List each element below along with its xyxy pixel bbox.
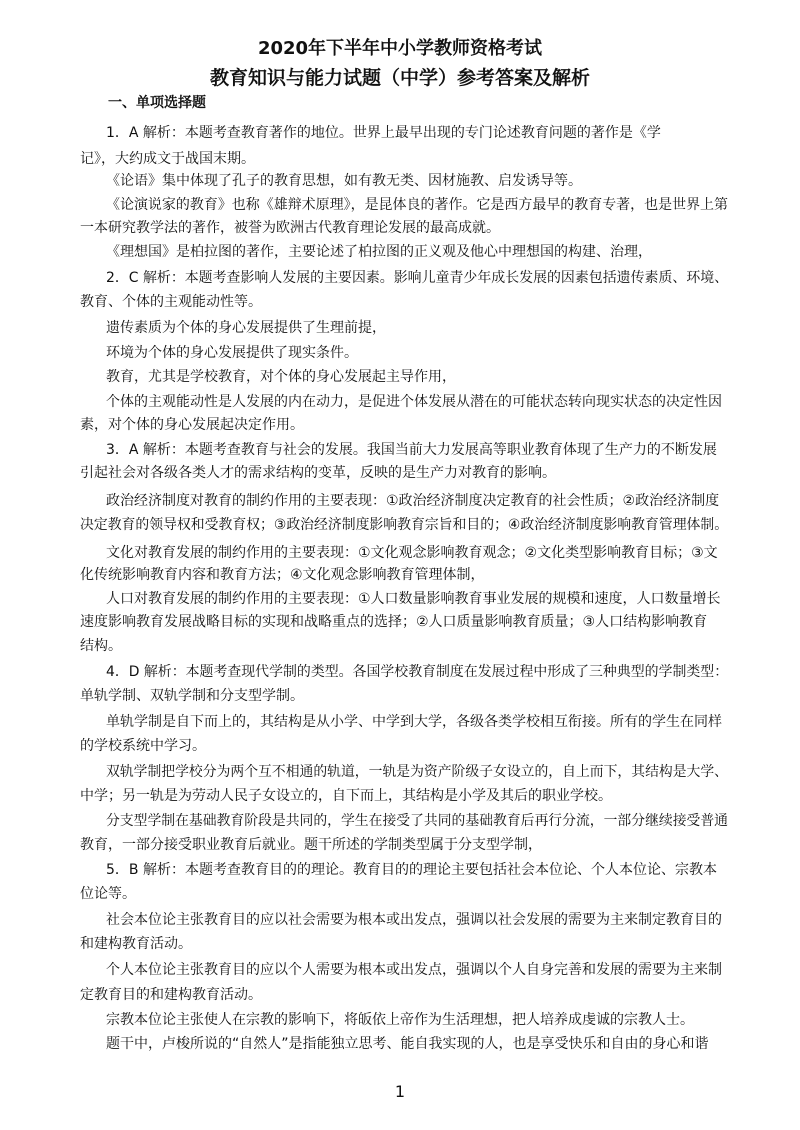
text-line: 分支型学制在基础教育阶段是共同的，学生在接受了共同的基础教育后再行分流，一部分继续接受普通	[106, 813, 728, 829]
text-line: 决定教育的领导权和受教育权；③政治经济制度影响教育宗旨和目的；④政治经济制度影响教育管理体制。	[80, 517, 729, 533]
text-line: 宗教本位论主张使人在宗教的影响下，将皈依上帝作为生活理想，把人培养成虔诚的宗教人士。	[106, 1012, 694, 1028]
text-line: 2．C 解析：本题考查影响人发展的主要因素。影响儿童青少年成长发展的因素包括遗传素质、环境、	[106, 270, 729, 286]
text-line: 中学；另一轨是为劳动人民子女设立的，自下而上，其结构是小学及其后的职业学校。	[80, 788, 612, 804]
text-line: 《论语》集中体现了孔子的教育思想，如有教无类、因材施教、启发诱导等。	[106, 173, 582, 189]
text-line: 引起社会对各级各类人才的需求结构的变革，反映的是生产力对教育的影响。	[80, 465, 556, 481]
text-line: 遗传素质为个体的身心发展提供了生理前提，	[106, 320, 386, 336]
document-title-line2: 教育知识与能力试题（中学）参考答案及解析	[209, 67, 590, 89]
text-line: 单轨学制是自下而上的，其结构是从小学、中学到大学，各级各类学校相互衔接。所有的学生在同样	[106, 714, 722, 730]
text-line: 《理想国》是柏拉图的著作，主要论述了柏拉图的正义观及他心中理想国的构建、治理，	[106, 244, 652, 260]
text-line: 一本研究教学法的著作，被誉为欧洲古代教育理论发展的最高成就。	[80, 220, 500, 236]
text-line: 素，对个体的身心发展起决定作用。	[80, 417, 304, 433]
text-line: 社会本位论主张教育目的应以社会需要为根本或出发点，强调以社会发展的需要为主来制定教育目的	[106, 912, 722, 928]
text-line: 个体的主观能动性是人发展的内在动力，是促进个体发展从潜在的可能状态转向现实状态的决定性因	[106, 394, 722, 410]
text-line: 3．A 解析：本题考查教育与社会的发展。我国当前大力发展高等职业教育体现了生产力的不断发展	[106, 442, 717, 458]
text-line: 教育、个体的主观能动性等。	[80, 294, 262, 310]
text-line: 结构。	[80, 638, 122, 654]
text-line: 《论演说家的教育》也称《雄辩术原理》，是昆体良的著作。它是西方最早的教育专著，也是世界上第	[106, 197, 729, 213]
text-line: 个人本位论主张教育目的应以个人需要为根本或出发点，强调以个人自身完善和发展的需要为主来制	[106, 962, 722, 978]
text-line: 速度影响教育发展战略目标的实现和战略重点的选择；②人口质量影响教育质量；③人口结构影响教育	[80, 614, 708, 630]
text-line: 人口对教育发展的制约作用的主要表现：①人口数量影响教育事业发展的规模和速度，人口数量增长	[106, 591, 721, 607]
text-line: 文化对教育发展的制约作用的主要表现：①文化观念影响教育观念；②文化类型影响教育目标；③文	[106, 545, 718, 561]
text-line: 4．D 解析：本题考查现代学制的类型。各国学校教育制度在发展过程中形成了三种典型的学制类型：	[106, 664, 729, 680]
document-title-line1: 2020年下半年中小学教师资格考试	[257, 38, 543, 59]
text-line: 题干中，卢梭所说的“自然人”是指能独立思考、能自我实现的人，也是享受快乐和自由的身心和谐	[106, 1036, 709, 1052]
text-line: 定教育目的和建构教育活动。	[80, 987, 262, 1003]
text-line: 位论等。	[80, 886, 136, 902]
text-line: 环境为个体的身心发展提供了现实条件。	[106, 345, 358, 361]
text-line: 和建构教育活动。	[80, 936, 192, 952]
text-line: 1．A 解析：本题考查教育著作的地位。世界上最早出现的专门论述教育问题的著作是《学	[106, 125, 661, 141]
text-line: 化传统影响教育内容和教育方法；④文化观念影响教育管理体制，	[80, 567, 485, 583]
text-line: 双轨学制把学校分为两个互不相通的轨道，一轨是为资产阶级子女设立的，自上而下，其结构是大学、	[106, 764, 728, 780]
text-line: 单轨学制、双轨学制和分支型学制。	[80, 688, 304, 704]
text-line: 教育，一部分接受职业教育后就业。题干所述的学制类型属于分支型学制，	[80, 837, 542, 853]
text-line: 记》，大约成文于战国末期。	[80, 151, 255, 167]
text-line: 5．B 解析：本题考查教育目的的理论。教育目的的理论主要包括社会本位论、个人本位论、宗教本	[106, 862, 717, 878]
text-line: 政治经济制度对教育的制约作用的主要表现：①政治经济制度决定教育的社会性质；②政治经济制度	[106, 493, 720, 509]
text-line: 教育，尤其是学校教育，对个体的身心发展起主导作用，	[106, 369, 456, 385]
text-line: 的学校系统中学习。	[80, 738, 206, 754]
section-heading: 一、单项选择题	[108, 95, 206, 111]
page-number: 1	[394, 1082, 406, 1101]
